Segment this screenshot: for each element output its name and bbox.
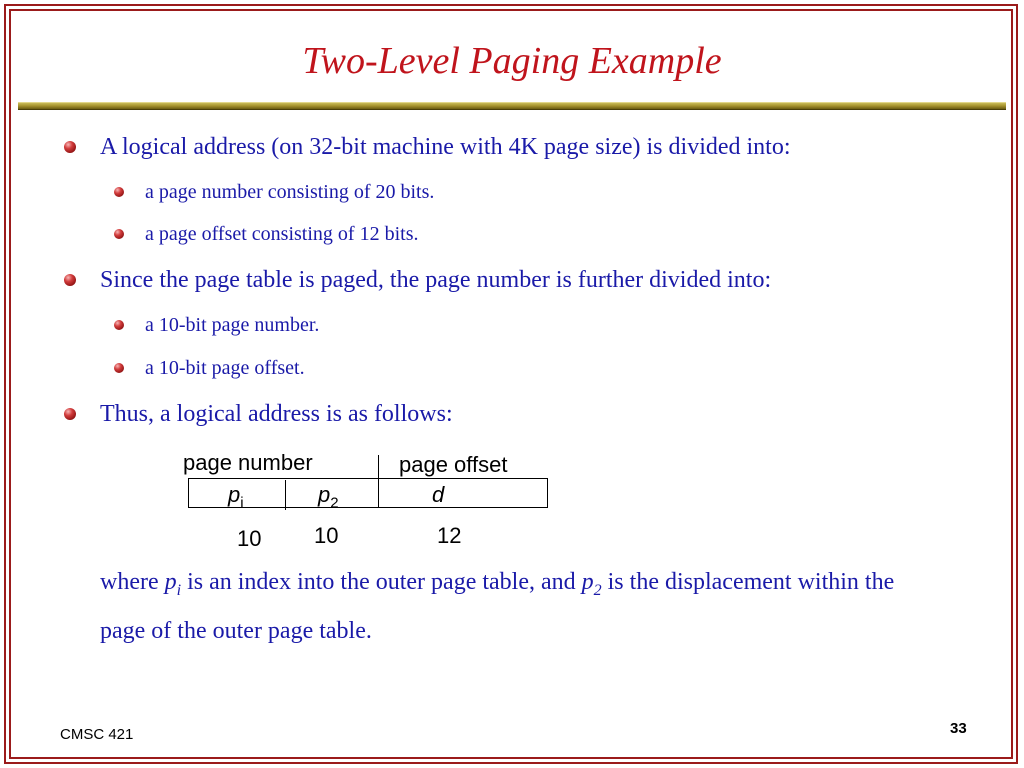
- sub-bullet-1-1-text: a page number consisting of 20 bits.: [145, 181, 435, 203]
- bullet-ball-icon: [64, 141, 76, 153]
- bits-p2: 10: [314, 523, 339, 548]
- title-divider: [18, 102, 1006, 110]
- sub-bullet-1-1: [114, 179, 434, 205]
- bullet-1: [64, 132, 791, 162]
- sub-bullet-2-1-text: a 10-bit page number.: [145, 314, 320, 336]
- bullet-1-text: A logical address (on 32-bit machine with 4K page size) is divided into:: [100, 134, 791, 160]
- sub-bullet-1-2-text: a page offset consisting of 12 bits.: [145, 223, 419, 245]
- bullet-ball-icon: [114, 363, 124, 373]
- field-d: d: [432, 482, 445, 507]
- bullet-2: [64, 265, 771, 295]
- footer-course: CMSC 421: [60, 726, 134, 743]
- sub-bullet-1-2: [114, 221, 418, 247]
- bits-d: 12: [437, 523, 462, 548]
- footer-page-number: 33: [950, 720, 967, 737]
- bullet-ball-icon: [64, 274, 76, 286]
- bullet-3: [64, 399, 453, 429]
- bullet-ball-icon: [114, 229, 124, 239]
- field-p2: $p_2$: [318, 482, 339, 512]
- sub-bullet-2-2-text: a 10-bit page offset.: [145, 357, 305, 379]
- page-number-label: page number: [183, 450, 313, 475]
- bullet-ball-icon: [114, 187, 124, 197]
- bullet-ball-icon: [64, 408, 76, 420]
- bullet-ball-icon: [114, 320, 124, 330]
- sub-bullet-2-1: [114, 312, 319, 338]
- bits-pi: 10: [237, 526, 262, 551]
- explanation-paragraph: where $p_i$ is an index into the outer page table, and $p_2$ is the displacement within the page of the outer page table.: [100, 569, 895, 644]
- pi-p2-divider: [285, 480, 286, 510]
- sub-bullet-2-2: [114, 355, 305, 381]
- slide-title: Two-Level Paging Example: [302, 40, 722, 82]
- field-pi: $p_i$: [228, 482, 244, 512]
- page-offset-label: page offset: [399, 452, 508, 477]
- bullet-2-text: Since the page table is paged, the page number is further divided into:: [100, 267, 772, 293]
- bullet-3-text: Thus, a logical address is as follows:: [100, 401, 453, 427]
